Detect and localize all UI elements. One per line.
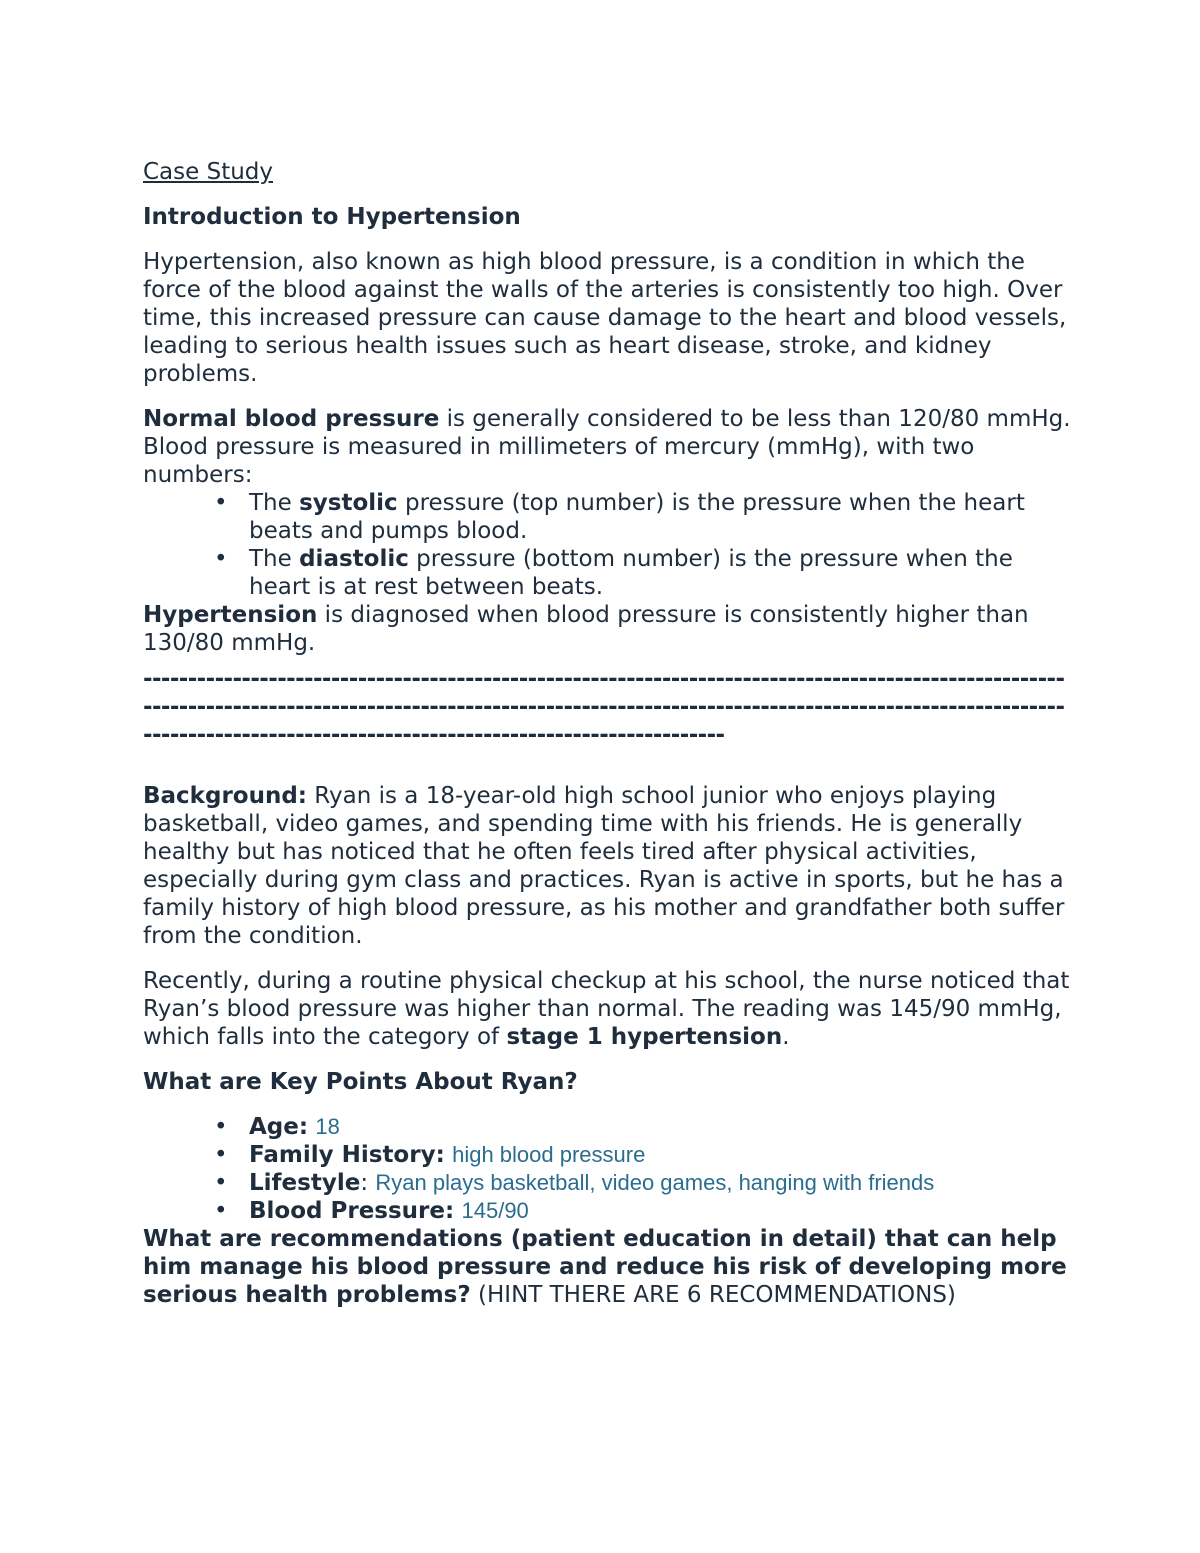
bullet-icon: •	[214, 1114, 228, 1140]
key-points-list	[143, 1113, 1073, 1225]
document-page	[143, 158, 1073, 1309]
recommendations-question	[143, 1225, 1073, 1309]
bullet-prefix: The	[249, 546, 300, 572]
bullet-text: pressure (bottom number) is the pressure when the heart is at rest between beats.	[249, 546, 1013, 600]
bullet-icon: •	[214, 490, 228, 516]
bullet-icon: •	[214, 1170, 228, 1196]
key-point-value: 145/90	[461, 1198, 529, 1223]
intro-heading: Introduction to Hypertension	[143, 204, 521, 230]
bullet-icon: •	[214, 546, 228, 572]
list-item	[143, 1197, 1073, 1225]
recent-paragraph	[143, 967, 1073, 1051]
key-point-label: Lifestyle	[249, 1170, 361, 1196]
key-point-value: high blood pressure	[452, 1142, 646, 1167]
list-item	[143, 1113, 1073, 1141]
bullet-text: pressure (top number) is the pressure when the heart beats and pumps blood.	[249, 490, 1025, 544]
bullet-prefix: The	[249, 490, 300, 516]
bullet-icon: •	[214, 1142, 228, 1168]
key-point-label: Blood Pressure:	[249, 1198, 455, 1224]
normal-bp-paragraph	[143, 405, 1073, 489]
list-item	[143, 1141, 1073, 1169]
background-label: Background:	[143, 783, 307, 809]
key-point-label: Age:	[249, 1114, 309, 1140]
normal-bp-text: is generally considered to be less than 120/80 mmHg. Blood pressure is measured in millimeters of mercury (mmHg), with two numbers:	[143, 406, 1071, 488]
intro-paragraph: Hypertension, also known as high blood pressure, is a condition in which the force of the blood against the walls of the arteries is consistently too high. Over time, this increased pressure can cause damage to the heart and blood vessels, leading to serious health issues such as heart disease, stroke, and kidney problems.	[143, 249, 1067, 387]
systolic-term: systolic	[299, 490, 398, 516]
document-title: Case Study	[143, 159, 274, 185]
key-points-heading: What are Key Points About Ryan?	[143, 1069, 578, 1095]
diastolic-term: diastolic	[299, 546, 409, 572]
hypertension-text: is diagnosed when blood pressure is consistently higher than 130/80 mmHg.	[143, 602, 1029, 656]
stage-term: stage 1 hypertension	[506, 1024, 783, 1050]
key-point-colon: :	[360, 1170, 369, 1196]
key-point-label: Family History:	[249, 1142, 445, 1168]
recent-end: .	[782, 1024, 790, 1050]
hypertension-term: Hypertension	[143, 602, 318, 628]
background-text: Ryan is a 18-year-old high school junior who enjoys playing basketball, video games, and spending time with his friends. He is generally healthy but has noticed that he often feels tired after physical activities, especially during gym class and practices. Ryan is active in sports, but he has a family history of high blood pressure, as his mother and grandfather both suffer from the condition.	[143, 783, 1065, 949]
key-point-value: 18	[315, 1114, 340, 1139]
separator-line: -------------------------------------------------------------------------------------------------------------------------------------------------------------------------------------------------------------------------------------------------------------------------------	[143, 666, 1065, 748]
bp-bullet-list	[143, 489, 1073, 601]
recent-text: Recently, during a routine physical checkup at his school, the nurse noticed that Ryan’s blood pressure was higher than normal. The reading was 145/90 mmHg, which falls into the category of	[143, 968, 1070, 1050]
background-paragraph	[143, 782, 1073, 950]
list-item	[143, 1169, 1073, 1197]
question-hint: (HINT THERE ARE 6 RECOMMENDATIONS)	[470, 1282, 956, 1308]
hypertension-definition	[143, 601, 1073, 657]
key-point-value: Ryan plays basketball, video games, hanging with friends	[375, 1170, 935, 1195]
normal-bp-term: Normal blood pressure	[143, 406, 440, 432]
bullet-icon: •	[214, 1198, 228, 1224]
list-item	[143, 545, 1073, 601]
question-text: What are recommendations (patient education in detail) that can help him manage his blood pressure and reduce his risk of developing more serious health problems?	[143, 1226, 1067, 1308]
list-item	[143, 489, 1073, 545]
